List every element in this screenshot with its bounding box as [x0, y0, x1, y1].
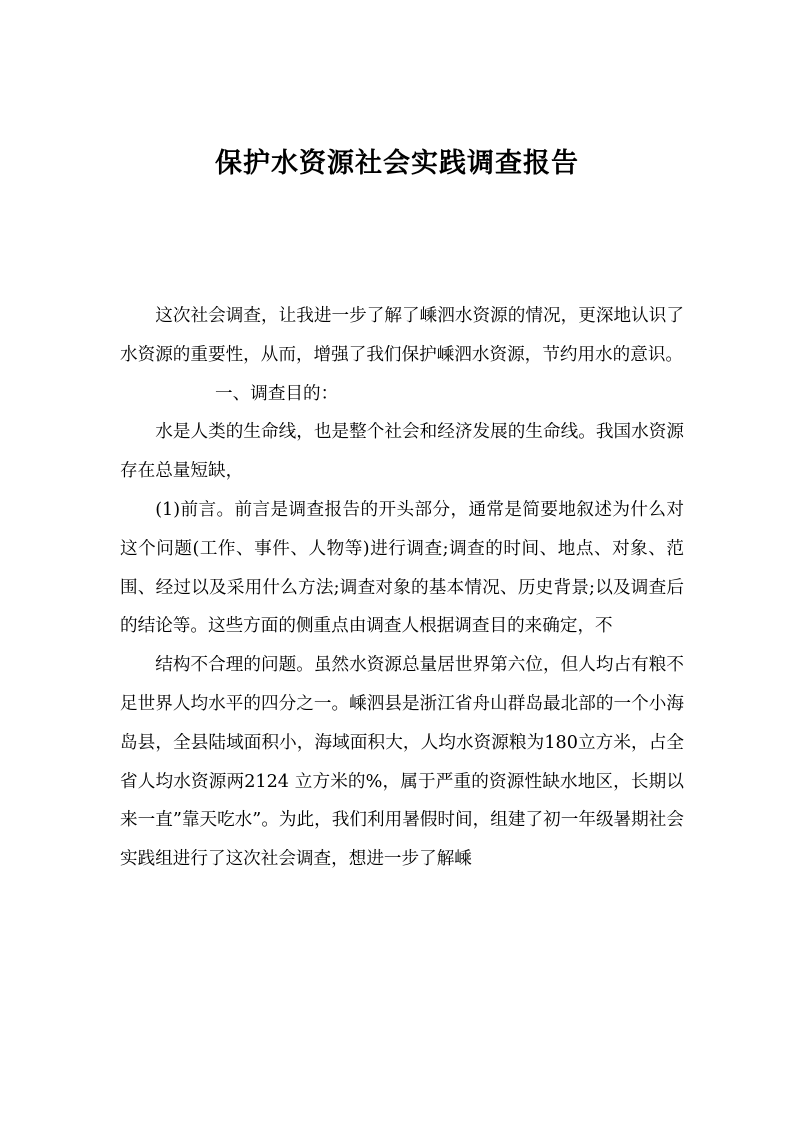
document-body — [120, 297, 684, 879]
section-heading: 一、调查目的： — [215, 383, 339, 404]
structure-paragraph: 结构不合理的问题。虽然水资源总量居世界第六位，但人均占有粮不足世界人均水平的四分之一。嵊泗县是浙江省舟山群岛最北部的一个小海岛县，全县陆域面积小，海域面积大，人均水资源粮为180立方米，占全省人均水资源两2124 立方米的%，属于严重的资源性缺水地区，长期以来一直”靠天吃水”。为此，我们利用暑假时间，组建了初一年级暑期社会实践组进行了这次社会调查，想进一步了解嵊 — [120, 655, 684, 870]
intro-paragraph: 这次社会调查，让我进一步了解了嵊泗水资源的情况，更深地认识了水资源的重要性，从而，增强了我们保护嵊泗水资源，节约用水的意识。 — [120, 306, 684, 365]
document-title: 保护水资源社会实践调查报告 — [215, 148, 579, 179]
purpose-paragraph: 水是人类的生命线，也是整个社会和经济发展的生命线。我国水资源存在总量短缺， — [120, 422, 684, 482]
preface-paragraph: (1)前言。前言是调查报告的开头部分，通常是简要地叙述为什么对这个问题(工作、事件、人物等)进行调查;调查的时间、地点、对象、范围、经过以及采用什么方法;调查对象的基本情况、历史背景;以及调查后的结论等。这些方面的侧重点由调查人根据调查目的来确定，不 — [120, 499, 684, 637]
